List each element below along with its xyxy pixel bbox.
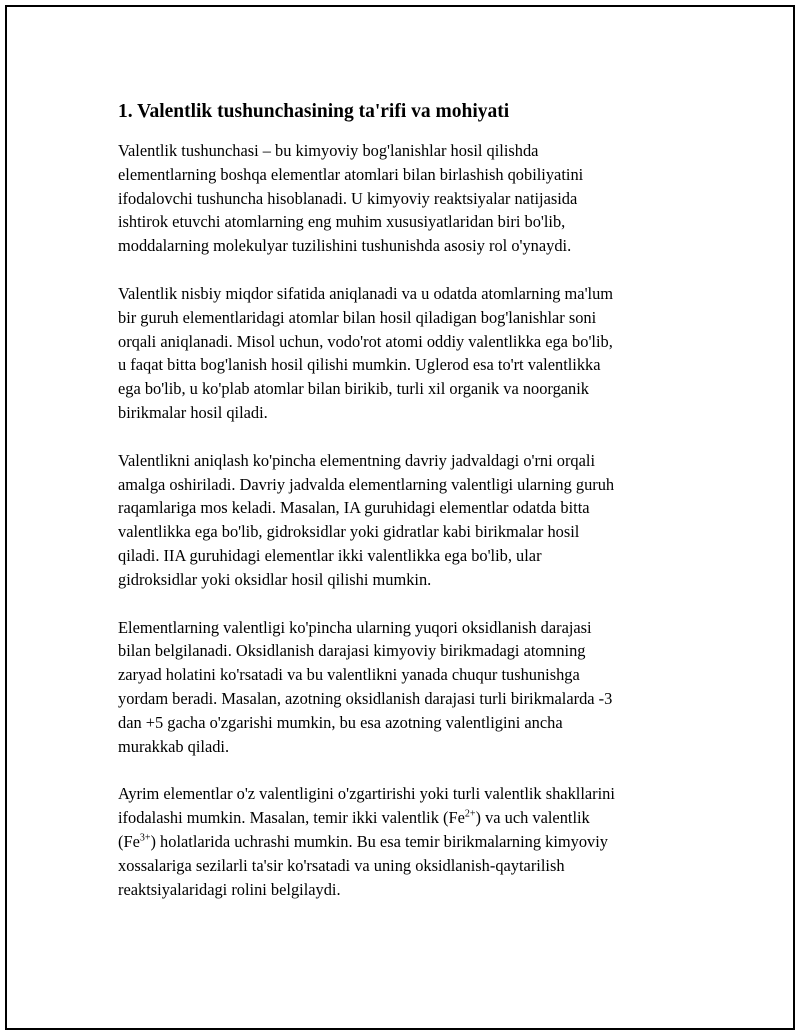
text-line: u faqat bitta bog'lanish hosil qilishi mumkin. Uglerod esa to'rt valentlikka [118,355,601,375]
text-line: bilan belgilanadi. Oksidlanish darajasi kimyoviy birikmadagi atomning [118,641,586,661]
text-line: Ayrim elementlar o'z valentligini o'zgartirishi yoki turli valentlik shakllarini [118,784,615,804]
text-line: ishtirok etuvchi atomlarning eng muhim xususiyatlaridan biri bo'lib, [118,212,566,232]
text-line: orqali aniqlanadi. Misol uchun, vodo'rot atomi oddiy valentlikka ega bo'lib, [118,331,613,351]
text-line: elementlarning boshqa elementlar atomlari bilan birlashish qobiliyatini [118,164,584,184]
paragraph-5 [118,782,698,901]
section-title: 1. Valentlik tushunchasining ta'rifi va mohiyati [118,101,510,122]
text-line: Valentlik nisbiy miqdor sifatida aniqlanadi va u odatda atomlarning ma'lum [118,283,614,303]
document-body [118,99,698,925]
text-line: yordam beradi. Masalan, azotning oksidlanish darajasi turli birikmalarda -3 [118,688,613,708]
text-line: xossalariga sezilarli ta'sir ko'rsatadi va uning oksidlanish-qaytarilish [118,855,565,875]
text-line: gidroksidlar yoki oksidlar hosil qilishi mumkin. [118,569,432,589]
text-line: Elementlarning valentligi ko'pincha ularning yuqori oksidlanish darajasi [118,617,592,637]
paragraph-2 [118,282,698,425]
fe3-charge-superscript: 3+ [139,832,151,844]
text-segment: ifodalashi mumkin. Masalan, temir ikki valentlik (Fe [118,808,465,828]
text-line: raqamlariga mos keladi. Masalan, IA guruhidagi elementlar odatda bitta [118,498,590,518]
text-line: bir guruh elementlaridagi atomlar bilan hosil qiladigan bog'lanishlar soni [118,307,597,327]
text-line: dan +5 gacha o'zgarishi mumkin, bu esa azotning valentligini ancha [118,712,563,732]
text-line: birikmalar hosil qiladi. [118,402,268,422]
text-line: qiladi. IIA guruhidagi elementlar ikki valentlikka ega bo'lib, ular [118,545,542,565]
text-line [118,830,698,854]
text-line: amalga oshiriladi. Davriy jadvalda elementlarning valentligi ularning guruh [118,474,615,494]
paragraph-1 [118,139,698,258]
text-line [118,806,698,830]
text-line: zaryad holatini ko'rsatadi va bu valentlikni yanada chuqur tushunishga [118,665,580,685]
text-line: reaktsiyalaridagi rolini belgilaydi. [118,879,341,899]
text-line: moddalarning molekulyar tuzilishini tushunishda asosiy rol o'ynaydi. [118,236,572,256]
text-line: Valentlikni aniqlash ko'pincha elementning davriy jadvaldagi o'rni orqali [118,450,596,470]
paragraph-4 [118,616,698,759]
fe2-charge-superscript: 2+ [464,808,476,820]
text-line: valentlikka ega bo'lib, gidroksidlar yoki gidratlar kabi birikmalar hosil [118,522,580,542]
text-line: murakkab qiladi. [118,736,230,756]
text-segment: ) holatlarida uchrashi mumkin. Bu esa temir birikmalarning kimyoviy [150,831,608,851]
text-segment: (Fe [118,831,140,851]
text-line: Valentlik tushunchasi – bu kimyoviy bog'lanishlar hosil qilishda [118,141,539,160]
text-line: ifodalovchi tushuncha hisoblanadi. U kimyoviy reaktsiyalar natijasida [118,188,578,208]
text-segment: ) va uch valentlik [475,808,590,828]
text-line: ega bo'lib, u ko'plab atomlar bilan birikib, turli xil organik va noorganik [118,379,589,399]
document-page [5,5,795,1030]
paragraph-3 [118,449,698,592]
